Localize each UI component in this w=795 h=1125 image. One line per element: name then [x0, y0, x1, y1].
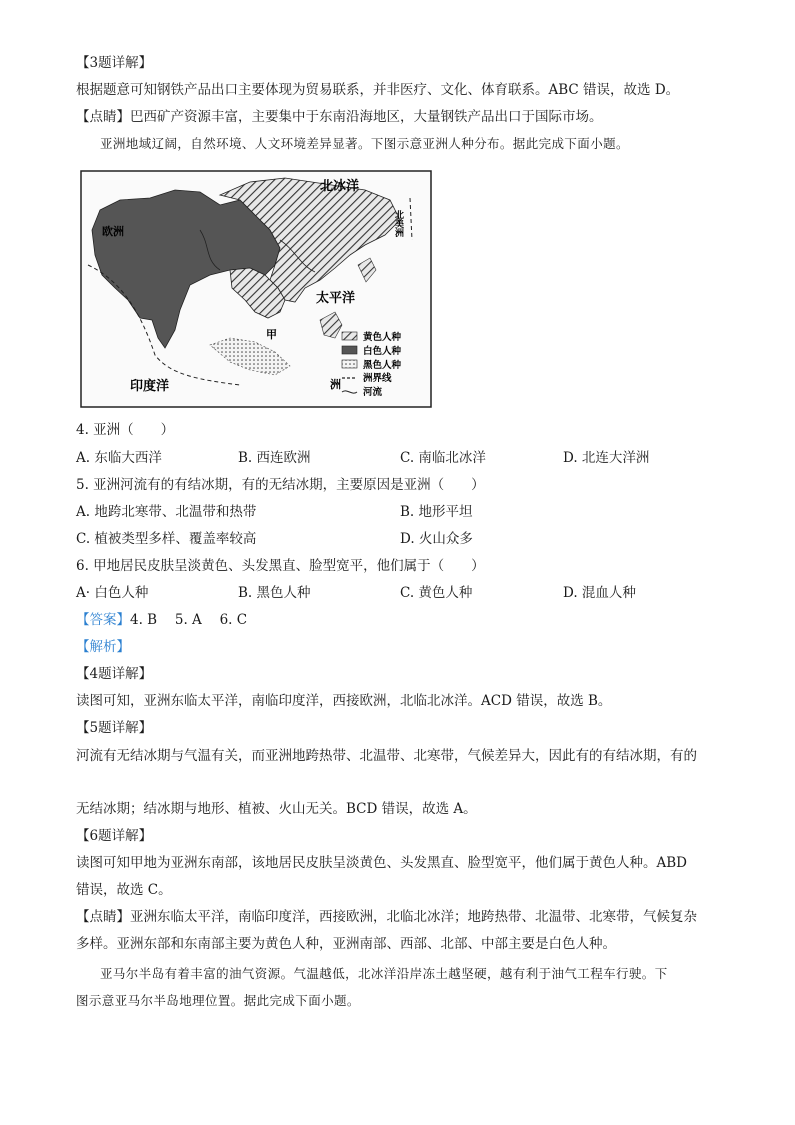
q6-stem: 6. 甲地居民皮肤呈淡黄色、头发黑直、脸型宽平，他们属于（ ）: [76, 558, 485, 574]
q6-option-d: D. 混血人种: [563, 585, 636, 601]
legend-yellow: 黄色人种: [363, 332, 402, 343]
label-indian: 印度洋: [130, 379, 170, 394]
point-text: 巴西矿产资源丰富，主要集中于东南沿海地区，大量钢铁产品出口于国际市场。: [130, 109, 603, 125]
intro2-line-2: 图示意亚马尔半岛地理位置。据此完成下面小题。: [76, 993, 360, 1008]
q5-option-a: A. 地跨北寒带、北温带和热带: [76, 504, 257, 520]
point-tag: 【点睛】: [76, 109, 130, 125]
q5-stem: 5. 亚洲河流有的有结冰期，有的无结冰期，主要原因是亚洲（ ）: [76, 477, 485, 493]
q6-detail-2: 错误，故选 C。: [76, 882, 172, 898]
q4-stem: 4. 亚洲（ ）: [76, 422, 175, 438]
q5-option-c: C. 植被类型多样、覆盖率较高: [76, 531, 257, 547]
q4-option-c: C. 南临北冰洋: [400, 450, 486, 466]
q6-option-c: C. 黄色人种: [400, 585, 473, 601]
legend-boundary: 洲界线: [363, 373, 392, 384]
q5-detail-2: 无结冰期；结冰期与地形、植被、火山无关。BCD 错误，故选 A。: [76, 801, 477, 817]
label-jia: 甲: [266, 328, 277, 341]
label-oceania: 洲: [330, 378, 341, 391]
intro-paragraph: 亚洲地域辽阔，自然环境、人文环境差异显著。下图示意亚洲人种分布。据此完成下面小题。: [100, 136, 629, 151]
q6-heading: 【6题详解】: [76, 828, 153, 844]
q3-point: [76, 108, 603, 126]
q5-option-d: D. 火山众多: [400, 531, 473, 547]
asia-race-distribution-map: [80, 170, 432, 408]
answer-line: [76, 611, 247, 629]
label-north-america: 北美洲: [393, 210, 403, 237]
q4-option-b: B. 西连欧洲: [238, 450, 311, 466]
label-europe: 欧洲: [102, 225, 124, 238]
analysis-tag: 【解析】: [76, 639, 130, 655]
point2-tag: 【点睛】: [76, 909, 130, 925]
q4-option-d: D. 北连大洋洲: [563, 450, 650, 466]
q4-heading: 【4题详解】: [76, 666, 153, 682]
q3-heading: 【3题详解】: [76, 55, 153, 71]
point2-line-1: [76, 908, 697, 926]
intro2-line-1: 亚马尔半岛有着丰富的油气资源。气温越低，北冰洋沿岸冻土越坚硬，越有利于油气工程车行驶。下: [100, 966, 668, 981]
q4-option-a: A. 东临大西洋: [76, 450, 162, 466]
point2-line-2: 多样。亚洲东部和东南部主要为黄色人种，亚洲南部、西部、北部、中部主要是白色人种。: [76, 936, 616, 952]
legend-black: 黑色人种: [363, 360, 402, 371]
q5-heading: 【5题详解】: [76, 720, 153, 736]
label-pacific: 太平洋: [316, 291, 356, 306]
legend-river: 河流: [363, 387, 383, 398]
q5-detail-1: 河流有无结冰期与气温有关，而亚洲地跨热带、北温带、北寒带，气候差异大，因此有的有结冰期，有的: [76, 748, 697, 764]
q5-option-b: B. 地形平坦: [400, 504, 473, 520]
legend-white: 白色人种: [363, 346, 402, 357]
label-north-ocean: 北冰洋: [320, 179, 360, 194]
answer-text: 4. B 5. A 6. C: [130, 612, 248, 628]
q6-option-b: B. 黑色人种: [238, 585, 311, 601]
q4-detail: 读图可知，亚洲东临太平洋，南临印度洋，西接欧洲，北临北冰洋。ACD 错误，故选 B。: [76, 693, 612, 709]
q3-detail: 根据题意可知钢铁产品出口主要体现为贸易联系，并非医疗、文化、体育联系。ABC 错误，故选 D。: [76, 82, 680, 98]
point2-text-1: 亚洲东临太平洋，南临印度洋，西接欧洲，北临北冰洋；地跨热带、北温带、北寒带，气候复杂: [130, 909, 697, 925]
q6-detail-1: 读图可知甲地为亚洲东南部，该地居民皮肤呈淡黄色、头发黑直、脸型宽平，他们属于黄色人种。ABD: [76, 855, 687, 871]
q6-option-a: A· 白色人种: [76, 585, 149, 601]
answer-tag: 【答案】: [76, 612, 130, 628]
